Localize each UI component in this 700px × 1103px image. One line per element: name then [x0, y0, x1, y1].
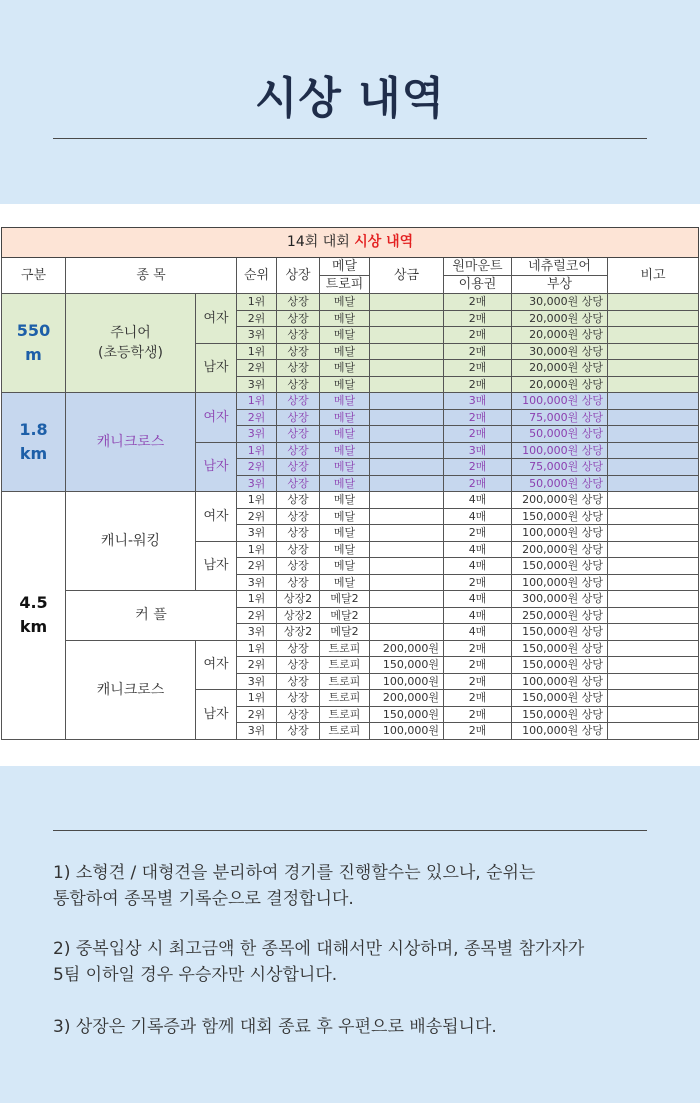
award-cell: 상장: [277, 426, 320, 443]
ticket-cell: 4매: [444, 492, 512, 509]
table-caption: [2, 228, 699, 258]
award-table: [1, 227, 699, 740]
sex-cell: 여자: [196, 294, 237, 344]
note-cell: [608, 525, 699, 542]
gift-cell: 300,000원 상당: [512, 591, 608, 608]
sex-cell: 남자: [196, 690, 237, 740]
table-row: [2, 591, 699, 608]
award-cell: 상장: [277, 442, 320, 459]
header-rank: 순위: [237, 258, 277, 294]
ticket-cell: 2매: [444, 640, 512, 657]
note-cell: [608, 426, 699, 443]
ticket-cell: 2매: [444, 657, 512, 674]
prize-cell: [370, 541, 444, 558]
note-cell: [608, 475, 699, 492]
prize-cell: [370, 360, 444, 377]
note-cell: [608, 310, 699, 327]
gift-cell: 75,000원 상당: [512, 459, 608, 476]
medal-cell: 메달2: [320, 591, 370, 608]
gift-cell: 150,000원 상당: [512, 706, 608, 723]
note-line: 5팀 이하일 경우 우승자만 시상합니다.: [53, 965, 338, 985]
note-line: 3) 상장은 기록증과 함께 대회 종료 후 우편으로 배송됩니다.: [53, 1017, 497, 1037]
sex-cell: 여자: [196, 640, 237, 690]
note-3: [53, 1014, 673, 1040]
header-prize: 상금: [370, 258, 444, 294]
ticket-cell: 3매: [444, 442, 512, 459]
rank-cell: 2위: [237, 657, 277, 674]
distance-cell: [2, 492, 66, 740]
ticket-cell: 2매: [444, 360, 512, 377]
award-cell: 상장: [277, 459, 320, 476]
medal-cell: 트로피: [320, 640, 370, 657]
prize-cell: [370, 574, 444, 591]
gift-cell: 100,000원 상당: [512, 525, 608, 542]
note-cell: [608, 376, 699, 393]
medal-cell: 메달: [320, 294, 370, 311]
gift-cell: 200,000원 상당: [512, 541, 608, 558]
gift-cell: 100,000원 상당: [512, 673, 608, 690]
header-award: 상장: [277, 258, 320, 294]
medal-cell: 메달: [320, 475, 370, 492]
medal-cell: 메달: [320, 393, 370, 410]
page-title: 시상 내역: [254, 73, 446, 124]
ticket-cell: 2매: [444, 459, 512, 476]
sex-cell: 남자: [196, 442, 237, 492]
distance-part: km: [19, 444, 48, 463]
ticket-cell: 2매: [444, 327, 512, 344]
note-cell: [608, 706, 699, 723]
award-cell: 상장: [277, 360, 320, 377]
medal-cell: 메달: [320, 310, 370, 327]
sex-cell: 남자: [196, 343, 237, 393]
medal-cell: 트로피: [320, 706, 370, 723]
header-nechu-top: 네츄럴코어: [512, 258, 608, 276]
prize-cell: [370, 459, 444, 476]
medal-cell: 메달: [320, 459, 370, 476]
rank-cell: 3위: [237, 327, 277, 344]
gift-cell: 30,000원 상당: [512, 343, 608, 360]
category-part: 캐니크로스: [96, 434, 165, 450]
rank-cell: 3위: [237, 624, 277, 641]
category-part: 캐니크로스: [96, 681, 165, 698]
table-row: [2, 294, 699, 311]
table-row: [2, 492, 699, 509]
divider: [53, 830, 647, 831]
category-cell: [66, 640, 196, 739]
award-cell: 상장: [277, 475, 320, 492]
ticket-cell: 3매: [444, 393, 512, 410]
distance-cell: [2, 294, 66, 393]
rank-cell: 1위: [237, 442, 277, 459]
gift-cell: 75,000원 상당: [512, 409, 608, 426]
rank-cell: 3위: [237, 475, 277, 492]
note-cell: [608, 508, 699, 525]
caption-highlight: 시상 내역: [354, 234, 414, 250]
prize-cell: [370, 327, 444, 344]
gift-cell: 20,000원 상당: [512, 327, 608, 344]
prize-cell: [370, 393, 444, 410]
rank-cell: 1위: [237, 294, 277, 311]
award-cell: 상장: [277, 508, 320, 525]
category-part: 커 플: [135, 607, 167, 624]
rank-cell: 1위: [237, 541, 277, 558]
category-part: 캐니-워킹: [100, 533, 161, 549]
gift-cell: 150,000원 상당: [512, 657, 608, 674]
ticket-cell: 4매: [444, 558, 512, 575]
award-cell: 상장: [277, 673, 320, 690]
award-cell: 상장: [277, 376, 320, 393]
award-cell: 상장: [277, 706, 320, 723]
prize-cell: [370, 475, 444, 492]
sex-cell: 여자: [196, 492, 237, 542]
medal-cell: 메달: [320, 574, 370, 591]
ticket-cell: 2매: [444, 475, 512, 492]
rank-cell: 2위: [237, 607, 277, 624]
table-header-row: [2, 258, 699, 276]
rank-cell: 2위: [237, 558, 277, 575]
rank-cell: 2위: [237, 459, 277, 476]
ticket-cell: 4매: [444, 607, 512, 624]
rank-cell: 1위: [237, 690, 277, 707]
ticket-cell: 2매: [444, 525, 512, 542]
ticket-cell: 2매: [444, 690, 512, 707]
gift-cell: 200,000원 상당: [512, 492, 608, 509]
header-onemount-bottom: 이용권: [444, 276, 512, 294]
rank-cell: 3위: [237, 426, 277, 443]
rank-cell: 3위: [237, 574, 277, 591]
prize-cell: 150,000원: [370, 657, 444, 674]
distance-cell: [2, 393, 66, 492]
prize-cell: [370, 343, 444, 360]
ticket-cell: 2매: [444, 343, 512, 360]
medal-cell: 트로피: [320, 690, 370, 707]
ticket-cell: 2매: [444, 673, 512, 690]
distance-part: 1.8: [19, 420, 48, 439]
note-cell: [608, 657, 699, 674]
medal-cell: 메달: [320, 343, 370, 360]
prize-cell: [370, 310, 444, 327]
prize-cell: [370, 492, 444, 509]
award-cell: 상장: [277, 409, 320, 426]
note-cell: [608, 673, 699, 690]
rank-cell: 3위: [237, 673, 277, 690]
prize-cell: [370, 294, 444, 311]
gift-cell: 150,000원 상당: [512, 690, 608, 707]
prize-cell: [370, 508, 444, 525]
award-cell: 상장: [277, 310, 320, 327]
note-cell: [608, 591, 699, 608]
gift-cell: 150,000원 상당: [512, 558, 608, 575]
rank-cell: 3위: [237, 723, 277, 740]
note-cell: [608, 640, 699, 657]
prize-cell: 100,000원: [370, 723, 444, 740]
medal-cell: 메달: [320, 360, 370, 377]
category-cell: [66, 294, 196, 393]
category-part: 주니어: [110, 325, 151, 341]
prize-cell: 200,000원: [370, 690, 444, 707]
sex-cell: 여자: [196, 393, 237, 443]
medal-cell: 메달: [320, 558, 370, 575]
award-cell: 상장: [277, 492, 320, 509]
award-cell: 상장: [277, 640, 320, 657]
ticket-cell: 2매: [444, 409, 512, 426]
medal-cell: 메달2: [320, 624, 370, 641]
ticket-cell: 4매: [444, 624, 512, 641]
gift-cell: 30,000원 상당: [512, 294, 608, 311]
award-cell: 상장: [277, 525, 320, 542]
category-cell: [66, 492, 196, 591]
rank-cell: 2위: [237, 409, 277, 426]
note-line: 1) 소형견 / 대형견을 분리하여 경기를 진행할수는 있으나, 순위는: [53, 863, 536, 883]
prize-cell: [370, 591, 444, 608]
gift-cell: 100,000원 상당: [512, 723, 608, 740]
medal-cell: 메달: [320, 409, 370, 426]
distance-part: 550: [16, 321, 51, 340]
rank-cell: 3위: [237, 525, 277, 542]
note-cell: [608, 492, 699, 509]
award-cell: 상장: [277, 690, 320, 707]
ticket-cell: 2매: [444, 706, 512, 723]
medal-cell: 트로피: [320, 723, 370, 740]
category-cell: [66, 591, 237, 641]
prize-cell: [370, 558, 444, 575]
note-cell: [608, 624, 699, 641]
prize-cell: [370, 442, 444, 459]
medal-cell: 트로피: [320, 657, 370, 674]
prize-cell: [370, 426, 444, 443]
gift-cell: 20,000원 상당: [512, 360, 608, 377]
award-cell: 상장: [277, 343, 320, 360]
note-cell: [608, 723, 699, 740]
rank-cell: 1위: [237, 492, 277, 509]
divider: [53, 138, 647, 139]
gift-cell: 150,000원 상당: [512, 640, 608, 657]
prize-cell: [370, 624, 444, 641]
notes-section: [0, 766, 700, 1103]
gift-cell: 150,000원 상당: [512, 624, 608, 641]
rank-cell: 1위: [237, 640, 277, 657]
gift-cell: 50,000원 상당: [512, 475, 608, 492]
header-gubun: 구분: [2, 258, 66, 294]
header-jongmok: 종 목: [66, 258, 237, 294]
note-cell: [608, 393, 699, 410]
gift-cell: 20,000원 상당: [512, 310, 608, 327]
note-cell: [608, 558, 699, 575]
award-cell: 상장2: [277, 591, 320, 608]
award-cell: 상장: [277, 541, 320, 558]
prize-cell: [370, 525, 444, 542]
award-cell: 상장: [277, 723, 320, 740]
rank-cell: 3위: [237, 376, 277, 393]
table-row: [2, 393, 699, 410]
note-cell: [608, 294, 699, 311]
ticket-cell: 2매: [444, 723, 512, 740]
award-cell: 상장2: [277, 607, 320, 624]
caption-prefix: 14회 대회: [286, 234, 350, 250]
gift-cell: 250,000원 상당: [512, 607, 608, 624]
prize-cell: 200,000원: [370, 640, 444, 657]
note-cell: [608, 690, 699, 707]
header-nechu-bottom: 부상: [512, 276, 608, 294]
note-cell: [608, 327, 699, 344]
note-1: [53, 860, 673, 912]
note-cell: [608, 459, 699, 476]
note-2: [53, 936, 673, 988]
rank-cell: 2위: [237, 706, 277, 723]
note-cell: [608, 442, 699, 459]
sex-cell: 남자: [196, 541, 237, 591]
distance-part: 4.5: [19, 593, 48, 613]
award-cell: 상장: [277, 327, 320, 344]
category-part: (초등학생): [97, 345, 164, 361]
note-cell: [608, 607, 699, 624]
medal-cell: 메달: [320, 426, 370, 443]
ticket-cell: 4매: [444, 591, 512, 608]
prize-cell: [370, 607, 444, 624]
prize-cell: [370, 376, 444, 393]
award-cell: 상장: [277, 574, 320, 591]
header-medal-top: 메달: [320, 258, 370, 276]
medal-cell: 메달: [320, 508, 370, 525]
distance-part: m: [25, 345, 42, 364]
table-row: [2, 640, 699, 657]
ticket-cell: 4매: [444, 541, 512, 558]
rank-cell: 1위: [237, 591, 277, 608]
rank-cell: 2위: [237, 360, 277, 377]
medal-cell: 메달: [320, 327, 370, 344]
rank-cell: 1위: [237, 393, 277, 410]
medal-cell: 트로피: [320, 673, 370, 690]
ticket-cell: 2매: [444, 294, 512, 311]
header: [0, 0, 700, 204]
rank-cell: 1위: [237, 343, 277, 360]
prize-cell: 100,000원: [370, 673, 444, 690]
note-line: 통합하여 종목별 기록순으로 결정합니다.: [53, 889, 354, 909]
ticket-cell: 4매: [444, 508, 512, 525]
distance-part: km: [19, 617, 48, 637]
header-note: 비고: [608, 258, 699, 294]
ticket-cell: 2매: [444, 574, 512, 591]
award-cell: 상장: [277, 558, 320, 575]
header-onemount-top: 원마운트: [444, 258, 512, 276]
gift-cell: 100,000원 상당: [512, 574, 608, 591]
ticket-cell: 2매: [444, 426, 512, 443]
table-caption-row: [2, 228, 699, 258]
medal-cell: 메달: [320, 525, 370, 542]
header-medal-bottom: 트로피: [320, 276, 370, 294]
award-cell: 상장: [277, 657, 320, 674]
medal-cell: 메달: [320, 376, 370, 393]
ticket-cell: 2매: [444, 376, 512, 393]
category-cell: [66, 393, 196, 492]
medal-cell: 메달: [320, 541, 370, 558]
note-cell: [608, 541, 699, 558]
medal-cell: 메달2: [320, 607, 370, 624]
award-cell: 상장2: [277, 624, 320, 641]
prize-cell: [370, 409, 444, 426]
award-table-container: [0, 204, 700, 766]
award-cell: 상장: [277, 393, 320, 410]
note-line: 2) 중복입상 시 최고금액 한 종목에 대해서만 시상하며, 종목별 참가자가: [53, 939, 585, 959]
note-cell: [608, 409, 699, 426]
award-cell: 상장: [277, 294, 320, 311]
medal-cell: 메달: [320, 492, 370, 509]
note-cell: [608, 343, 699, 360]
note-cell: [608, 360, 699, 377]
rank-cell: 2위: [237, 508, 277, 525]
gift-cell: 150,000원 상당: [512, 508, 608, 525]
ticket-cell: 2매: [444, 310, 512, 327]
gift-cell: 50,000원 상당: [512, 426, 608, 443]
gift-cell: 100,000원 상당: [512, 393, 608, 410]
note-cell: [608, 574, 699, 591]
gift-cell: 20,000원 상당: [512, 376, 608, 393]
rank-cell: 2위: [237, 310, 277, 327]
medal-cell: 메달: [320, 442, 370, 459]
prize-cell: 150,000원: [370, 706, 444, 723]
gift-cell: 100,000원 상당: [512, 442, 608, 459]
